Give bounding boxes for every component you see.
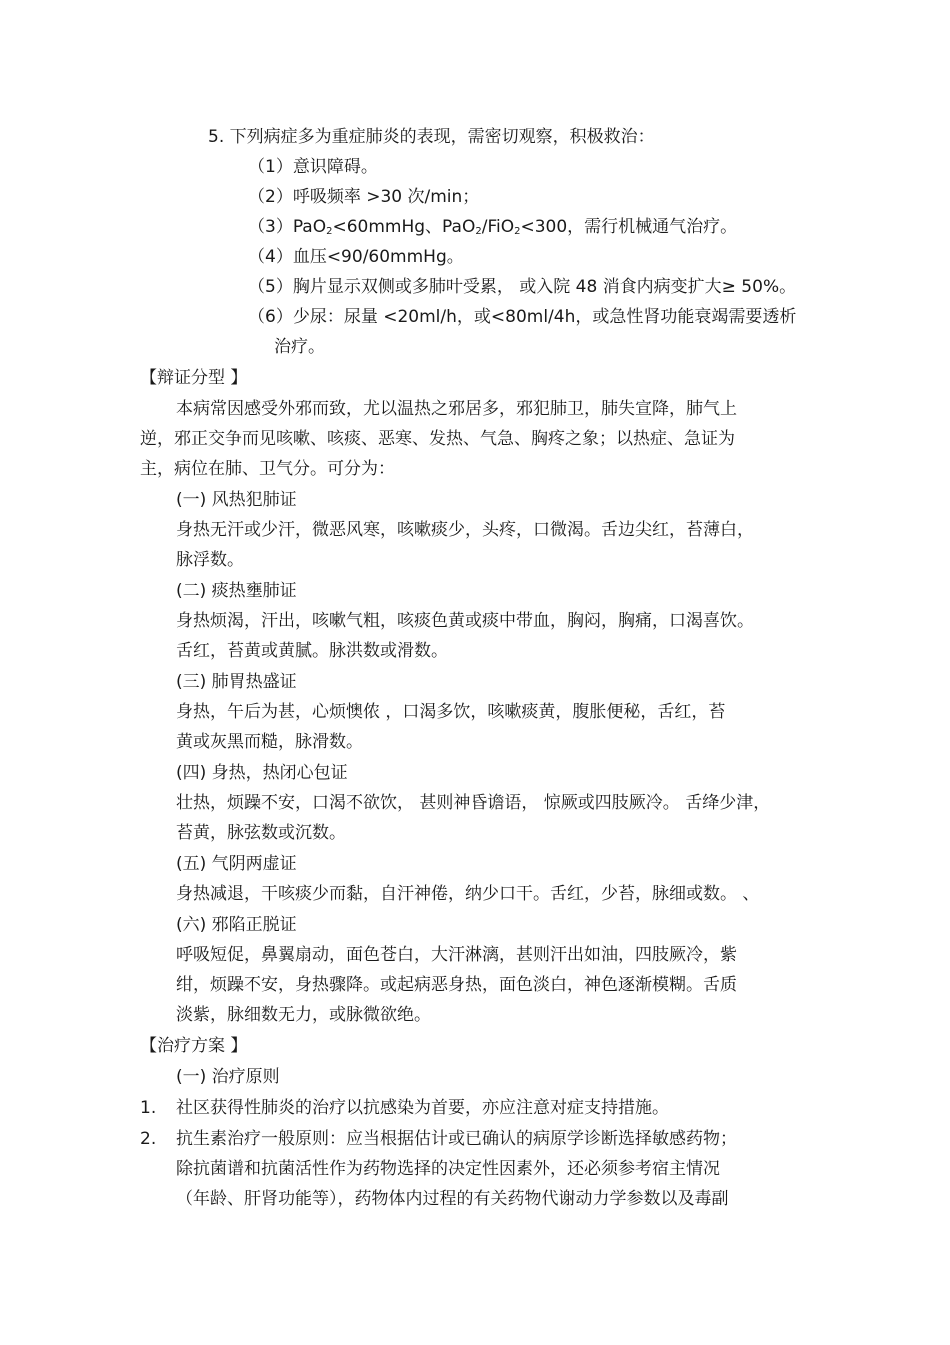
text-part: <60mmHg、PaO: [332, 217, 476, 237]
text-part: （3）PaO: [248, 217, 327, 237]
text-part: <300，需行机械通气治疗。: [520, 217, 738, 237]
syndrome-type-6: (六) 邪陷正脱证: [176, 915, 297, 935]
item-5-2: （2）呼吸频率 >30 次/min；: [248, 187, 480, 207]
item-5-5: （5）胸片显示双侧或多肺叶受累， 或入院 48 消食内病变扩大≥ 50%。: [248, 277, 797, 297]
paragraph-line: 本病常因感受外邪而致，尤以温热之邪居多，邪犯肺卫，肺失宣降，肺气上: [176, 399, 737, 419]
syndrome-desc: 身热无汗或少汗，微恶风寒，咳嗽痰少，头疼，口微渴。舌边尖红，苔薄白，: [176, 520, 754, 540]
syndrome-desc: 脉浮数。: [176, 550, 244, 570]
paragraph-line: 主，病位在肺、卫气分。可分为：: [140, 459, 395, 479]
paragraph-line: 逆，邪正交争而见咳嗽、咳痰、恶寒、发热、气急、胸疼之象；以热症、急证为: [140, 429, 735, 449]
subscript: 2: [326, 226, 333, 237]
list-item-text: 除抗菌谱和抗菌活性作为药物选择的决定性因素外，还必须参考宿主情况: [176, 1159, 720, 1179]
syndrome-desc: 绀，烦躁不安，身热骤降。或起病恶身热，面色淡白，神色逐渐模糊。舌质: [176, 975, 737, 995]
item-5-6-cont: 治疗。: [274, 337, 325, 357]
text-part: /FiO: [481, 217, 515, 237]
syndrome-desc: 身热烦渴，汗出，咳嗽气粗，咳痰色黄或痰中带血，胸闷，胸痛，口渴喜饮。: [176, 611, 754, 631]
list-item-text: 社区获得性肺炎的治疗以抗感染为首要，亦应注意对症支持措施。: [176, 1098, 669, 1118]
list-number: 2.: [140, 1129, 157, 1149]
list-item-text: （年龄、肝肾功能等），药物体内过程的有关药物代谢动力学参数以及毒副: [176, 1189, 729, 1209]
syndrome-desc: 舌红，苔黄或黄腻。脉洪数或滑数。: [176, 641, 448, 661]
section-heading-syndrome: 【辩证分型 】: [140, 368, 248, 388]
list-item-text: 抗生素治疗一般原则：应当根据估计或已确认的病原学诊断选择敏感药物；: [176, 1129, 737, 1149]
item-5-4: （4）血压<90/60mmHg。: [248, 247, 464, 267]
item-5-intro: 5. 下列病症多为重症肺炎的表现，需密切观察，积极救治：: [208, 127, 655, 147]
syndrome-desc: 身热，午后为甚，心烦懊侬 ，口渴多饮，咳嗽痰黄，腹胀便秘，舌红，苔: [176, 702, 726, 722]
syndrome-desc: 呼吸短促，鼻翼扇动，面色苍白，大汗淋漓，甚则汗出如油，四肢厥冷，紫: [176, 945, 737, 965]
syndrome-desc: 淡紫，脉细数无力，或脉微欲绝。: [176, 1005, 431, 1025]
treatment-principle: (一) 治疗原则: [176, 1067, 280, 1087]
section-heading-treatment: 【治疗方案 】: [140, 1036, 248, 1056]
syndrome-type-4: (四) 身热，热闭心包证: [176, 763, 348, 783]
subscript: 2: [475, 226, 482, 237]
subscript: 2: [514, 226, 521, 237]
syndrome-desc: 壮热，烦躁不安，口渴不欲饮， 甚则神昏谵语， 惊厥或四肢厥冷。 舌绛少津，: [176, 793, 771, 813]
syndrome-desc: 黄或灰黑而糙，脉滑数。: [176, 732, 363, 752]
list-number: 1.: [140, 1098, 157, 1118]
syndrome-type-3: (三) 肺胃热盛证: [176, 672, 297, 692]
syndrome-type-5: (五) 气阴两虚证: [176, 854, 297, 874]
syndrome-type-1: (一) 风热犯肺证: [176, 490, 297, 510]
syndrome-desc: 苔黄，脉弦数或沉数。: [176, 823, 346, 843]
syndrome-desc: 身热减退，干咳痰少而黏，自汗神倦，纳少口干。舌红，少苔，脉细或数。 、: [176, 884, 760, 904]
syndrome-type-2: (二) 痰热壅肺证: [176, 581, 297, 601]
item-5-1: （1）意识障碍。: [248, 157, 378, 177]
item-5-3: [248, 216, 737, 243]
item-5-6: （6）少尿：尿量 <20ml/h，或<80ml/4h，或急性肾功能衰竭需要透析: [248, 307, 797, 327]
